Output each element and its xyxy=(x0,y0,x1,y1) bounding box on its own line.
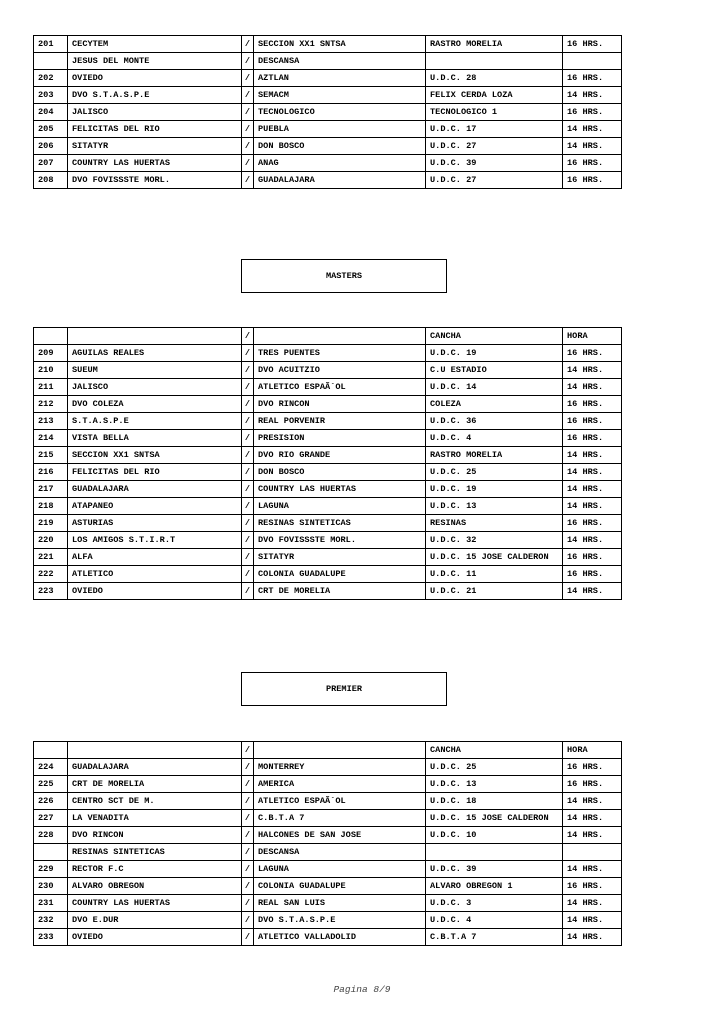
match-number-cell: 214 xyxy=(34,430,68,447)
match-number-cell: 207 xyxy=(34,155,68,172)
field-cell xyxy=(426,53,563,70)
separator-cell: / xyxy=(242,464,254,481)
separator-cell: / xyxy=(242,929,254,946)
home-team-cell: RESINAS SINTETICAS xyxy=(68,844,242,861)
table-row xyxy=(34,104,622,121)
page-number: Pagina 8/9 xyxy=(333,984,391,995)
away-team-cell: ANAG xyxy=(254,155,426,172)
match-number-cell: 223 xyxy=(34,583,68,600)
away-team-cell: DVO RIO GRANDE xyxy=(254,447,426,464)
masters-section-title xyxy=(241,259,447,293)
time-cell: 14 HRS. xyxy=(563,481,622,498)
match-number-cell: 203 xyxy=(34,87,68,104)
away-team-cell: COUNTRY LAS HUERTAS xyxy=(254,481,426,498)
match-number-cell: 201 xyxy=(34,36,68,53)
match-number-cell: 211 xyxy=(34,379,68,396)
home-team-cell: FELICITAS DEL RIO xyxy=(68,464,242,481)
separator-cell: / xyxy=(242,498,254,515)
away-team-cell: DON BOSCO xyxy=(254,138,426,155)
table-row xyxy=(34,481,622,498)
field-cell: U.D.C. 27 xyxy=(426,138,563,155)
table-row xyxy=(34,566,622,583)
away-team-cell: REAL PORVENIR xyxy=(254,413,426,430)
table-row xyxy=(34,532,622,549)
table-row xyxy=(34,793,622,810)
match-number-cell: 232 xyxy=(34,912,68,929)
field-cell: RESINAS xyxy=(426,515,563,532)
masters-schedule-table xyxy=(33,327,622,600)
match-number-cell: 222 xyxy=(34,566,68,583)
time-cell: 14 HRS. xyxy=(563,138,622,155)
separator-cell: / xyxy=(242,515,254,532)
time-cell: 14 HRS. xyxy=(563,498,622,515)
away-team-cell: DVO RINCON xyxy=(254,396,426,413)
time-cell: 16 HRS. xyxy=(563,345,622,362)
match-number-cell: 202 xyxy=(34,70,68,87)
header-field-cell: CANCHA xyxy=(426,742,563,759)
field-cell: U.D.C. 25 xyxy=(426,759,563,776)
premier-schedule-table xyxy=(33,741,622,946)
table-row xyxy=(34,929,622,946)
table-row xyxy=(34,844,622,861)
home-team-cell: DVO RINCON xyxy=(68,827,242,844)
field-cell: U.D.C. 18 xyxy=(426,793,563,810)
table-row xyxy=(34,895,622,912)
time-cell: 16 HRS. xyxy=(563,413,622,430)
away-team-cell: TRES PUENTES xyxy=(254,345,426,362)
table-row xyxy=(34,155,622,172)
header-home-team-cell xyxy=(68,328,242,345)
match-number-cell: 209 xyxy=(34,345,68,362)
home-team-cell: ALVARO OBREGON xyxy=(68,878,242,895)
home-team-cell: OVIEDO xyxy=(68,70,242,87)
away-team-cell: DVO FOVISSSTE MORL. xyxy=(254,532,426,549)
separator-cell: / xyxy=(242,345,254,362)
home-team-cell: OVIEDO xyxy=(68,583,242,600)
separator-cell: / xyxy=(242,861,254,878)
time-cell: 14 HRS. xyxy=(563,121,622,138)
away-team-cell: ATLETICO VALLADOLID xyxy=(254,929,426,946)
match-number-cell: 218 xyxy=(34,498,68,515)
time-cell: 14 HRS. xyxy=(563,929,622,946)
table-row xyxy=(34,827,622,844)
header-separator-cell: / xyxy=(242,328,254,345)
table-row xyxy=(34,70,622,87)
home-team-cell: JESUS DEL MONTE xyxy=(68,53,242,70)
separator-cell: / xyxy=(242,583,254,600)
field-cell: U.D.C. 14 xyxy=(426,379,563,396)
field-cell: U.D.C. 21 xyxy=(426,583,563,600)
separator-cell: / xyxy=(242,430,254,447)
header-away-team-cell xyxy=(254,742,426,759)
match-number-cell: 226 xyxy=(34,793,68,810)
header-time-cell: HORA xyxy=(563,328,622,345)
time-cell xyxy=(563,844,622,861)
separator-cell: / xyxy=(242,53,254,70)
header-match-number-cell xyxy=(34,742,68,759)
table-row xyxy=(34,36,622,53)
separator-cell: / xyxy=(242,172,254,189)
separator-cell: / xyxy=(242,844,254,861)
table-row xyxy=(34,861,622,878)
top-schedule-table xyxy=(33,35,622,189)
field-cell: U.D.C. 13 xyxy=(426,498,563,515)
home-team-cell: DVO COLEZA xyxy=(68,396,242,413)
away-team-cell: ATLETICO ESPAÃ`OL xyxy=(254,793,426,810)
home-team-cell: ALFA xyxy=(68,549,242,566)
time-cell: 16 HRS. xyxy=(563,759,622,776)
field-cell: U.D.C. 15 JOSE CALDERON xyxy=(426,810,563,827)
table-row xyxy=(34,53,622,70)
time-cell: 14 HRS. xyxy=(563,379,622,396)
table-row xyxy=(34,345,622,362)
separator-cell: / xyxy=(242,810,254,827)
home-team-cell: JALISCO xyxy=(68,104,242,121)
time-cell: 16 HRS. xyxy=(563,36,622,53)
away-team-cell: COLONIA GUADALUPE xyxy=(254,878,426,895)
separator-cell: / xyxy=(242,104,254,121)
home-team-cell: OVIEDO xyxy=(68,929,242,946)
away-team-cell: COLONIA GUADALUPE xyxy=(254,566,426,583)
header-separator-cell: / xyxy=(242,742,254,759)
time-cell: 16 HRS. xyxy=(563,172,622,189)
home-team-cell: GUADALAJARA xyxy=(68,481,242,498)
field-cell: RASTRO MORELIA xyxy=(426,447,563,464)
header-field-cell: CANCHA xyxy=(426,328,563,345)
field-cell: U.D.C. 19 xyxy=(426,345,563,362)
field-cell: U.D.C. 13 xyxy=(426,776,563,793)
field-cell: U.D.C. 4 xyxy=(426,430,563,447)
premier-section-title xyxy=(241,672,447,706)
field-cell: U.D.C. 25 xyxy=(426,464,563,481)
table-row xyxy=(34,379,622,396)
separator-cell: / xyxy=(242,70,254,87)
separator-cell: / xyxy=(242,379,254,396)
away-team-cell: AMERICA xyxy=(254,776,426,793)
time-cell: 16 HRS. xyxy=(563,104,622,121)
home-team-cell: FELICITAS DEL RIO xyxy=(68,121,242,138)
table-row xyxy=(34,362,622,379)
away-team-cell: PRESISION xyxy=(254,430,426,447)
separator-cell: / xyxy=(242,481,254,498)
away-team-cell: DESCANSA xyxy=(254,844,426,861)
away-team-cell: CRT DE MORELIA xyxy=(254,583,426,600)
home-team-cell: COUNTRY LAS HUERTAS xyxy=(68,895,242,912)
match-number-cell: 229 xyxy=(34,861,68,878)
time-cell: 16 HRS. xyxy=(563,566,622,583)
field-cell: C.U ESTADIO xyxy=(426,362,563,379)
table-row xyxy=(34,498,622,515)
away-team-cell: SEMACM xyxy=(254,87,426,104)
time-cell: 16 HRS. xyxy=(563,515,622,532)
table-row xyxy=(34,172,622,189)
away-team-cell: ATLETICO ESPAÃ`OL xyxy=(254,379,426,396)
table-row xyxy=(34,549,622,566)
table-row xyxy=(34,464,622,481)
separator-cell: / xyxy=(242,776,254,793)
away-team-cell: REAL SAN LUIS xyxy=(254,895,426,912)
field-cell: U.D.C. 11 xyxy=(426,566,563,583)
table-row xyxy=(34,413,622,430)
field-cell: ALVARO OBREGON 1 xyxy=(426,878,563,895)
match-number-cell: 220 xyxy=(34,532,68,549)
away-team-cell: DON BOSCO xyxy=(254,464,426,481)
match-number-cell: 228 xyxy=(34,827,68,844)
away-team-cell: SECCION XX1 SNTSA xyxy=(254,36,426,53)
home-team-cell: ASTURIAS xyxy=(68,515,242,532)
masters-title-text: MASTERS xyxy=(325,271,363,281)
field-cell: U.D.C. 27 xyxy=(426,172,563,189)
home-team-cell: LOS AMIGOS S.T.I.R.T xyxy=(68,532,242,549)
time-cell: 14 HRS. xyxy=(563,87,622,104)
field-cell: U.D.C. 10 xyxy=(426,827,563,844)
match-number-cell: 206 xyxy=(34,138,68,155)
time-cell: 16 HRS. xyxy=(563,155,622,172)
home-team-cell: ATLETICO xyxy=(68,566,242,583)
time-cell: 16 HRS. xyxy=(563,430,622,447)
separator-cell: / xyxy=(242,549,254,566)
home-team-cell: VISTA BELLA xyxy=(68,430,242,447)
away-team-cell: PUEBLA xyxy=(254,121,426,138)
away-team-cell: MONTERREY xyxy=(254,759,426,776)
match-number-cell: 208 xyxy=(34,172,68,189)
home-team-cell: CECYTEM xyxy=(68,36,242,53)
match-number-cell xyxy=(34,53,68,70)
home-team-cell: SITATYR xyxy=(68,138,242,155)
field-cell: U.D.C. 17 xyxy=(426,121,563,138)
match-number-cell: 205 xyxy=(34,121,68,138)
premier-title-text: PREMIER xyxy=(325,684,363,694)
time-cell: 14 HRS. xyxy=(563,793,622,810)
away-team-cell: TECNOLOGICO xyxy=(254,104,426,121)
field-cell: U.D.C. 19 xyxy=(426,481,563,498)
table-row xyxy=(34,912,622,929)
home-team-cell: DVO FOVISSSTE MORL. xyxy=(68,172,242,189)
match-number-cell: 213 xyxy=(34,413,68,430)
table-row xyxy=(34,583,622,600)
header-match-number-cell xyxy=(34,328,68,345)
field-cell: U.D.C. 15 JOSE CALDERON xyxy=(426,549,563,566)
match-number-cell: 227 xyxy=(34,810,68,827)
time-cell: 16 HRS. xyxy=(563,70,622,87)
separator-cell: / xyxy=(242,36,254,53)
home-team-cell: COUNTRY LAS HUERTAS xyxy=(68,155,242,172)
table-row xyxy=(34,138,622,155)
separator-cell: / xyxy=(242,121,254,138)
time-cell: 14 HRS. xyxy=(563,464,622,481)
match-number-cell: 212 xyxy=(34,396,68,413)
away-team-cell: LAGUNA xyxy=(254,861,426,878)
match-number-cell: 216 xyxy=(34,464,68,481)
separator-cell: / xyxy=(242,793,254,810)
field-cell: U.D.C. 28 xyxy=(426,70,563,87)
table-row xyxy=(34,447,622,464)
field-cell: FELIX CERDA LOZA xyxy=(426,87,563,104)
time-cell: 14 HRS. xyxy=(563,861,622,878)
time-cell: 16 HRS. xyxy=(563,776,622,793)
home-team-cell: DVO S.T.A.S.P.E xyxy=(68,87,242,104)
header-time-cell: HORA xyxy=(563,742,622,759)
separator-cell: / xyxy=(242,532,254,549)
away-team-cell: DVO S.T.A.S.P.E xyxy=(254,912,426,929)
table-row xyxy=(34,810,622,827)
time-cell: 16 HRS. xyxy=(563,396,622,413)
field-cell: U.D.C. 3 xyxy=(426,895,563,912)
table-row xyxy=(34,430,622,447)
match-number-cell: 233 xyxy=(34,929,68,946)
match-number-cell: 215 xyxy=(34,447,68,464)
separator-cell: / xyxy=(242,895,254,912)
separator-cell: / xyxy=(242,759,254,776)
field-cell: U.D.C. 32 xyxy=(426,532,563,549)
time-cell: 14 HRS. xyxy=(563,810,622,827)
field-cell: COLEZA xyxy=(426,396,563,413)
table-header-row xyxy=(34,742,622,759)
home-team-cell: JALISCO xyxy=(68,379,242,396)
match-number-cell: 219 xyxy=(34,515,68,532)
match-number-cell: 231 xyxy=(34,895,68,912)
time-cell: 14 HRS. xyxy=(563,912,622,929)
time-cell: 14 HRS. xyxy=(563,447,622,464)
match-number-cell: 221 xyxy=(34,549,68,566)
header-home-team-cell xyxy=(68,742,242,759)
match-number-cell: 230 xyxy=(34,878,68,895)
field-cell xyxy=(426,844,563,861)
away-team-cell: SITATYR xyxy=(254,549,426,566)
home-team-cell: SUEUM xyxy=(68,362,242,379)
home-team-cell: CENTRO SCT DE M. xyxy=(68,793,242,810)
table-header-row xyxy=(34,328,622,345)
separator-cell: / xyxy=(242,912,254,929)
table-row xyxy=(34,776,622,793)
time-cell xyxy=(563,53,622,70)
field-cell: C.B.T.A 7 xyxy=(426,929,563,946)
away-team-cell: DVO ACUITZIO xyxy=(254,362,426,379)
away-team-cell: DESCANSA xyxy=(254,53,426,70)
field-cell: U.D.C. 36 xyxy=(426,413,563,430)
home-team-cell: AGUILAS REALES xyxy=(68,345,242,362)
home-team-cell: CRT DE MORELIA xyxy=(68,776,242,793)
separator-cell: / xyxy=(242,413,254,430)
field-cell: U.D.C. 39 xyxy=(426,155,563,172)
time-cell: 14 HRS. xyxy=(563,532,622,549)
separator-cell: / xyxy=(242,362,254,379)
separator-cell: / xyxy=(242,155,254,172)
away-team-cell: LAGUNA xyxy=(254,498,426,515)
home-team-cell: LA VENADITA xyxy=(68,810,242,827)
table-row xyxy=(34,878,622,895)
home-team-cell: S.T.A.S.P.E xyxy=(68,413,242,430)
separator-cell: / xyxy=(242,447,254,464)
home-team-cell: GUADALAJARA xyxy=(68,759,242,776)
away-team-cell: RESINAS SINTETICAS xyxy=(254,515,426,532)
match-number-cell: 217 xyxy=(34,481,68,498)
time-cell: 14 HRS. xyxy=(563,362,622,379)
separator-cell: / xyxy=(242,566,254,583)
field-cell: TECNOLOGICO 1 xyxy=(426,104,563,121)
separator-cell: / xyxy=(242,878,254,895)
time-cell: 14 HRS. xyxy=(563,827,622,844)
match-number-cell xyxy=(34,844,68,861)
separator-cell: / xyxy=(242,138,254,155)
away-team-cell: GUADALAJARA xyxy=(254,172,426,189)
time-cell: 16 HRS. xyxy=(563,549,622,566)
table-row xyxy=(34,87,622,104)
table-row xyxy=(34,515,622,532)
time-cell: 14 HRS. xyxy=(563,583,622,600)
field-cell: RASTRO MORELIA xyxy=(426,36,563,53)
away-team-cell: HALCONES DE SAN JOSE xyxy=(254,827,426,844)
table-row xyxy=(34,396,622,413)
match-number-cell: 210 xyxy=(34,362,68,379)
home-team-cell: DVO E.DUR xyxy=(68,912,242,929)
away-team-cell: C.B.T.A 7 xyxy=(254,810,426,827)
home-team-cell: SECCION XX1 SNTSA xyxy=(68,447,242,464)
separator-cell: / xyxy=(242,396,254,413)
table-row xyxy=(34,759,622,776)
separator-cell: / xyxy=(242,827,254,844)
home-team-cell: ATAPANEO xyxy=(68,498,242,515)
time-cell: 14 HRS. xyxy=(563,895,622,912)
away-team-cell: AZTLAN xyxy=(254,70,426,87)
field-cell: U.D.C. 39 xyxy=(426,861,563,878)
match-number-cell: 225 xyxy=(34,776,68,793)
header-away-team-cell xyxy=(254,328,426,345)
separator-cell: / xyxy=(242,87,254,104)
home-team-cell: RECTOR F.C xyxy=(68,861,242,878)
match-number-cell: 224 xyxy=(34,759,68,776)
table-row xyxy=(34,121,622,138)
field-cell: U.D.C. 4 xyxy=(426,912,563,929)
match-number-cell: 204 xyxy=(34,104,68,121)
time-cell: 16 HRS. xyxy=(563,878,622,895)
